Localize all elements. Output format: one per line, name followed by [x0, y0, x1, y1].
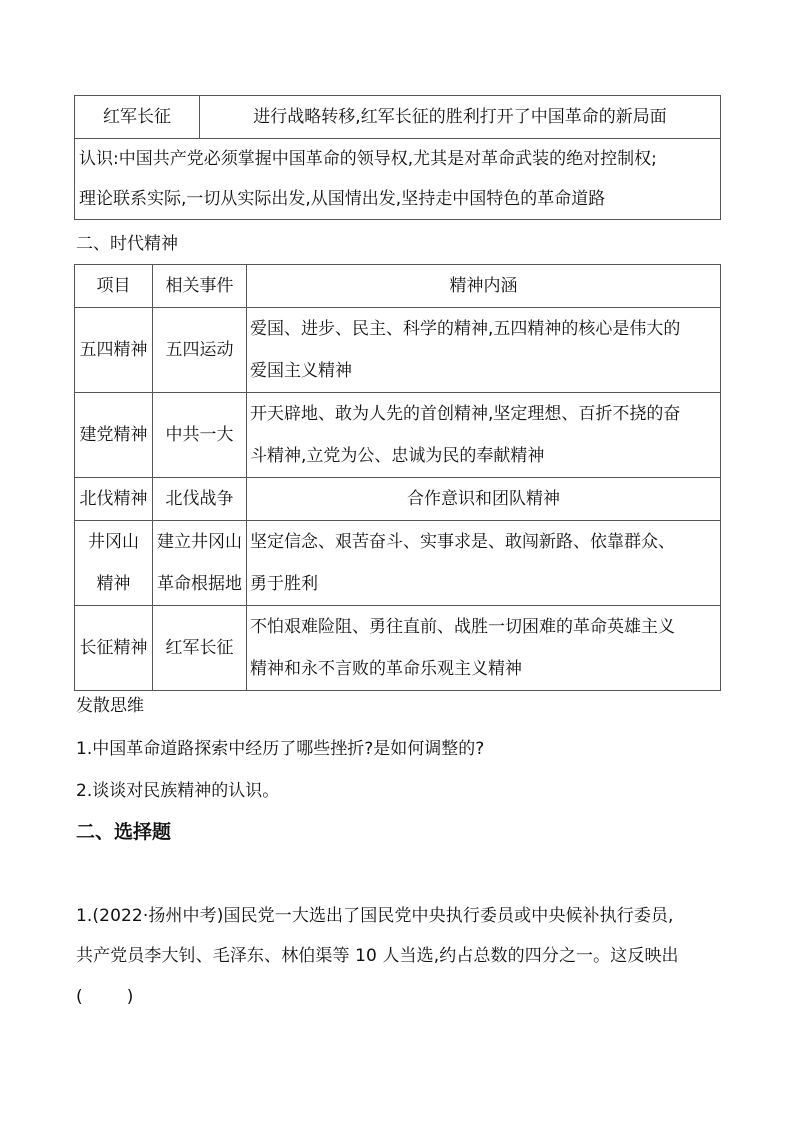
table-row — [75, 139, 721, 220]
table-row — [75, 606, 721, 691]
cell-meaning — [247, 308, 721, 393]
row-label: 红军长征 — [75, 96, 200, 139]
question-1-line: 1.(2022·扬州中考)国民党一大选出了国民党中央执行委员或中央候补执行委员, — [76, 906, 674, 926]
era-spirit-table — [74, 264, 721, 691]
cell-meaning — [247, 606, 721, 691]
cell-meaning: 合作意识和团队精神 — [247, 478, 721, 521]
note-line: 认识:中国共产党必须掌握中国革命的领导权,尤其是对革命武装的绝对控制权; — [79, 149, 657, 169]
cell-item: 五四精神 — [75, 308, 153, 393]
header-event: 相关事件 — [153, 265, 247, 308]
cell-event: 北伐战争 — [153, 478, 247, 521]
header-meaning: 精神内涵 — [247, 265, 721, 308]
table-row — [75, 521, 721, 606]
cell-event: 中共一大 — [153, 393, 247, 478]
cell-item: 建党精神 — [75, 393, 153, 478]
row-description: 进行战略转移,红军长征的胜利打开了中国革命的新局面 — [200, 96, 721, 139]
meaning-line: 不怕艰难险阻、勇往直前、战胜一切困难的革命英雄主义 — [250, 617, 675, 637]
table-row — [75, 478, 721, 521]
question-1-line: 共产党员李大钊、毛泽东、林伯渠等 10 人当选,约占总数的四分之一。这反映出 — [76, 946, 679, 966]
meaning-line: 勇于胜利 — [250, 574, 318, 594]
divergent-question-2: 2.谈谈对民族精神的认识。 — [76, 781, 280, 801]
meaning-line: 精神和永不言败的革命乐观主义精神 — [250, 659, 522, 679]
cell-event — [153, 521, 247, 606]
cell-event: 五四运动 — [153, 308, 247, 393]
event-line: 革命根据地 — [157, 574, 242, 594]
cell-meaning — [247, 393, 721, 478]
revolution-summary-table — [74, 95, 721, 220]
meaning-line: 开天辟地、敢为人先的首创精神,坚定理想、百折不挠的奋 — [250, 404, 681, 424]
table-row — [75, 308, 721, 393]
item-line: 精神 — [96, 574, 131, 594]
meaning-line: 坚定信念、艰苦奋斗、实事求是、敢闯新路、依靠群众、 — [250, 532, 675, 552]
cell-item — [75, 521, 153, 606]
cell-item: 长征精神 — [75, 606, 153, 691]
divergent-question-1: 1.中国革命道路探索中经历了哪些挫折?是如何调整的? — [76, 739, 485, 759]
cell-item: 北伐精神 — [75, 478, 153, 521]
meaning-line: 爱国主义精神 — [250, 361, 352, 381]
item-line: 井冈山 — [88, 532, 139, 552]
table-row — [75, 96, 721, 139]
cell-event: 红军长征 — [153, 606, 247, 691]
answer-blank[interactable]: ( ) — [76, 987, 134, 1007]
event-line: 建立井冈山 — [157, 532, 242, 552]
understanding-note — [75, 139, 721, 220]
section-title-era-spirit: 二、时代精神 — [76, 234, 178, 254]
meaning-line: 斗精神,立党为公、忠诚为民的奉献精神 — [250, 446, 545, 466]
divergent-thinking-title: 发散思维 — [76, 696, 144, 716]
note-line: 理论联系实际,一切从实际出发,从国情出发,坚持走中国特色的革命道路 — [79, 189, 606, 209]
header-item: 项目 — [75, 265, 153, 308]
table-header-row — [75, 265, 721, 308]
table-row — [75, 393, 721, 478]
meaning-line: 爱国、进步、民主、科学的精神,五四精神的核心是伟大的 — [250, 319, 681, 339]
cell-meaning — [247, 521, 721, 606]
section-title-choice: 二、选择题 — [76, 821, 172, 843]
